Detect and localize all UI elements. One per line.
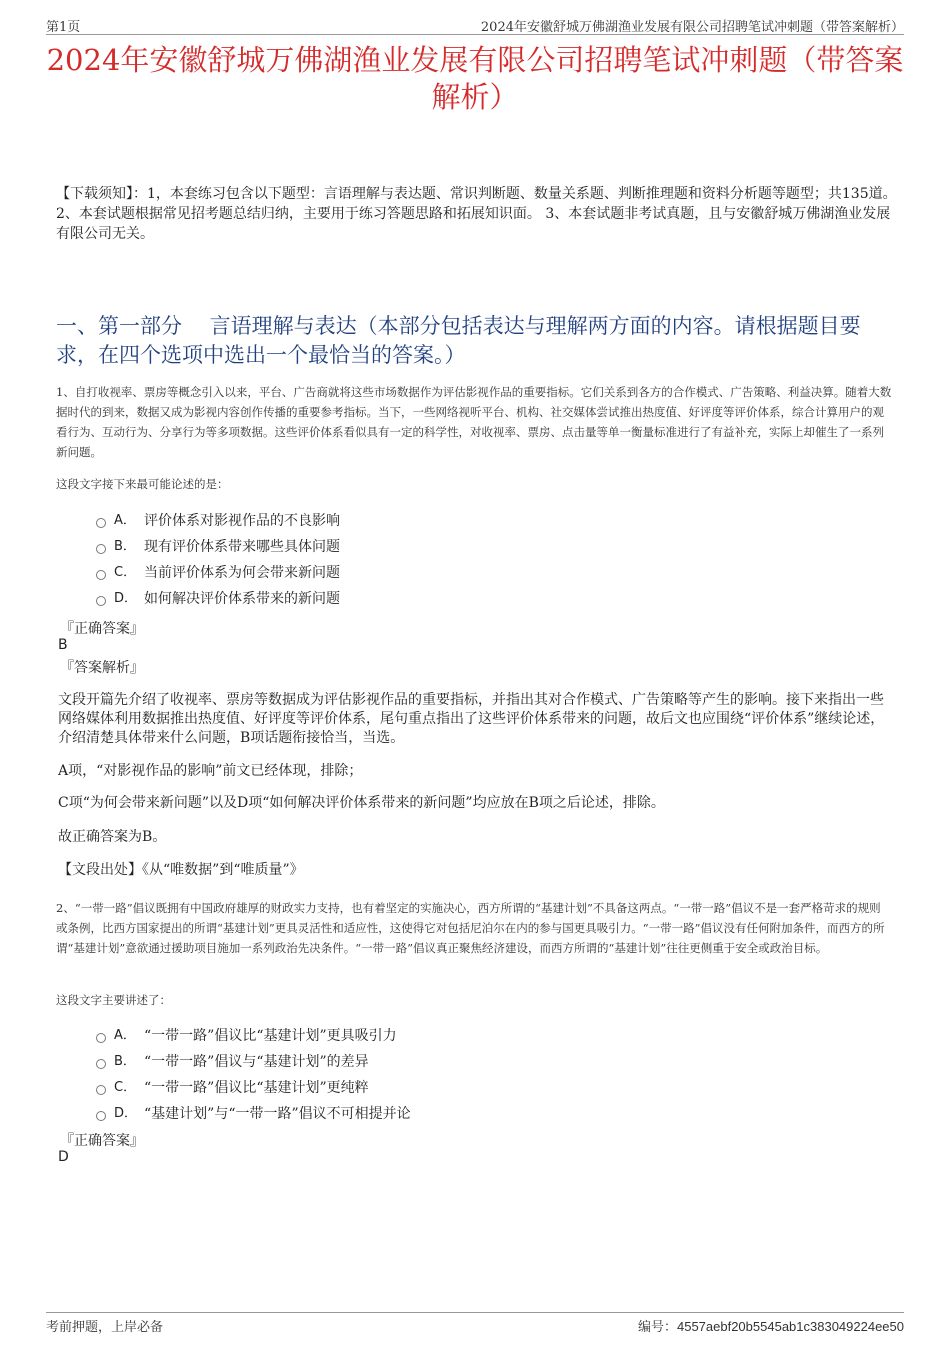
question-1-option-a[interactable]: A． 评价体系对影视作品的不良影响 — [96, 508, 340, 534]
question-2-text: 2、“一带一路”倡议既拥有中国政府雄厚的财政实力支持，也有着坚定的实施决心，西方所谓的“基建计划”不具备这两点。“一带一路”倡议不是一套严格苛求的规则或条例，比西方国家提出的所谓“基建计划”更具灵活性和适应性，这使得它对包括尼泊尔在内的参与国更具吸引力。“一带一路”倡议没有任何附加条件，而西方的所谓“基建计划”意欲通过援助项目施加一系列政治先决条件。“一带一路”倡议真正聚焦经济建设，而西方所谓的“基建计划”往往更侧重于安全或政治目标。 — [56, 901, 885, 955]
radio-icon[interactable] — [96, 570, 106, 580]
radio-icon[interactable] — [96, 1033, 106, 1043]
page-footer — [46, 1312, 904, 1333]
question-2-option-a[interactable]: A． “一带一路”倡议比“基建计划”更具吸引力 — [96, 1023, 411, 1049]
question-1-options — [96, 508, 340, 612]
footer-code-value: 4557aebf20b5545ab1c383049224ee50 — [676, 1319, 904, 1334]
question-2-answer-label: 『正确答案』 — [60, 1133, 144, 1149]
footer-slogan: 考前押题，上岸必备 — [46, 1320, 164, 1335]
question-1-answer-label: 『正确答案』 — [60, 621, 144, 637]
footer-code — [638, 1316, 904, 1335]
question-1-text: 1、自打收视率、票房等概念引入以来，平台、广告商就将这些市场数据作为评估影视作品的重要指标。它们关系到各方的合作模式、广告策略、利益决算。随着大数据时代的到来，数据又成为影视内容创作传播的重要参考指标。当下，一些网络视听平台、机构、社交媒体尝试推出热度值、好评度等评价体系，综合计算用户的观看行为、互动行为、分享行为等多项数据。这些评价体系看似具有一定的科学性，对收视率、票房、点击量等单一衡量标准进行了有益补充，实际上却催生了一系列新问题。 — [56, 385, 892, 459]
question-1-option-c[interactable]: C． 当前评价体系为何会带来新问题 — [96, 560, 340, 586]
radio-icon[interactable] — [96, 1085, 106, 1095]
question-1-analysis-p2: A项，“对影视作品的影响”前文已经体现，排除； — [58, 763, 363, 779]
radio-icon[interactable] — [96, 1059, 106, 1069]
question-1-option-d[interactable]: D． 如何解决评价体系带来的新问题 — [96, 586, 340, 612]
question-2-prompt: 这段文字主要讲述了： — [56, 993, 171, 1007]
question-2-options — [96, 1023, 411, 1127]
footer-code-label: 编号： — [637, 1320, 677, 1335]
question-1-source: 【文段出处】《从“唯数据”到“唯质量”》 — [58, 862, 304, 878]
question-2-option-c[interactable]: C． “一带一路”倡议比“基建计划”更纯粹 — [96, 1075, 411, 1101]
radio-icon[interactable] — [96, 596, 106, 606]
question-1-analysis-p3: C项“为何会带来新问题”以及D项“如何解决评价体系带来的新问题”均应放在B项之后论述，排除。 — [58, 795, 665, 811]
radio-icon[interactable] — [96, 1111, 106, 1121]
page-header — [46, 14, 904, 35]
question-1-analysis-p4: 故正确答案为B。 — [58, 829, 167, 845]
radio-icon[interactable] — [96, 544, 106, 554]
question-1-prompt: 这段文字接下来最可能论述的是： — [56, 477, 229, 491]
question-1-option-b[interactable]: B． 现有评价体系带来哪些具体问题 — [96, 534, 340, 560]
question-2-answer: D — [58, 1149, 69, 1165]
question-1-answer: B — [58, 637, 68, 653]
question-1-analysis-p1: 文段开篇先介绍了收视率、票房等数据成为评估影视作品的重要指标，并指出其对合作模式、广告策略等产生的影响。接下来指出一些网络媒体利用数据推出热度值、好评度等评价体系，尾句重点指出了这些评价体系带来的问题，故后文也应围绕“评价体系”继续论述，介绍清楚具体带来什么问题，B项话题衔接恰当，当选。 — [58, 692, 885, 746]
header-doc-title: 2024年安徽舒城万佛湖渔业发展有限公司招聘笔试冲刺题（带答案解析） — [480, 20, 904, 35]
download-notice: 【下载须知】：1，本套练习包含以下题型：言语理解与表达题、常识判断题、数量关系题、判断推理题和资料分析题等题型；共135道。 2、本套试题根据常见招考题总结归纳，主要用于练习答题思路和拓展知识面。 3、本套试题非考试真题，且与安徽舒城万佛湖渔业发展有限公司无关。 — [56, 186, 897, 242]
question-1-analysis-label: 『答案解析』 — [60, 660, 144, 676]
radio-icon[interactable] — [96, 518, 106, 528]
question-2-option-d[interactable]: D． “基建计划”与“一带一路”倡议不可相提并论 — [96, 1101, 411, 1127]
page-number: 第1页 — [46, 20, 81, 35]
section-heading: 一、第一部分 言语理解与表达（本部分包括表达与理解两方面的内容。请根据题目要求，在四个选项中选出一个最恰当的答案。） — [56, 314, 861, 367]
document-title: 2024年安徽舒城万佛湖渔业发展有限公司招聘笔试冲刺题（带答案解析） — [46, 43, 904, 114]
question-2-option-b[interactable]: B． “一带一路”倡议与“基建计划”的差异 — [96, 1049, 411, 1075]
